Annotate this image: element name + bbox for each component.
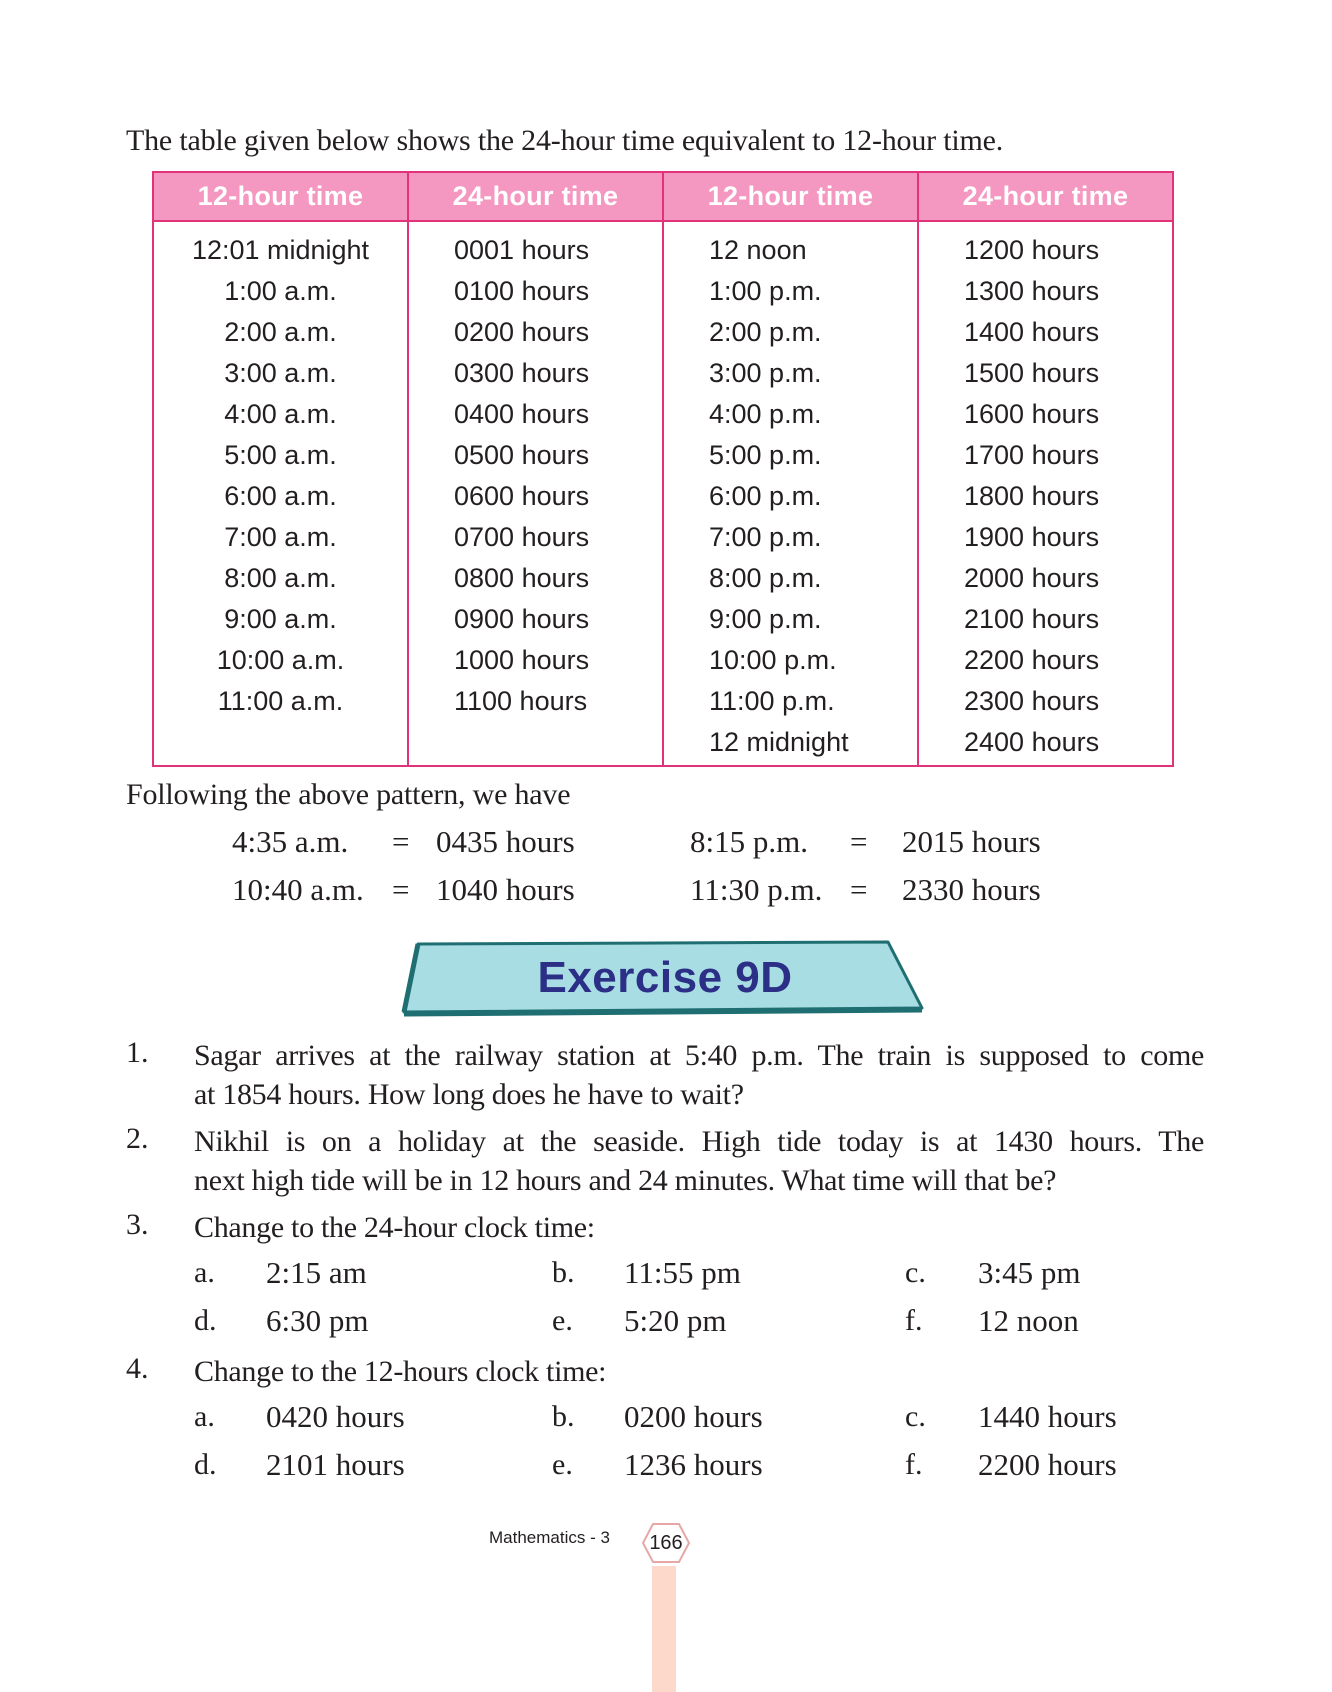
question-1-line-1: Sagar arrives at the railway station at 5:40 p.m. The train is supposed to come [194,1039,1204,1072]
table-cell: 2100 hours [964,604,1100,634]
table-cell: 1:00 p.m. [709,276,822,306]
option-value: 3:45 pm [978,1255,1081,1290]
table-cell: 0001 hours [454,235,590,265]
table-cell: 1:00 a.m. [224,276,337,306]
table-cell: 2:00 p.m. [709,317,822,347]
option-letter: d. [194,1304,217,1337]
table-cell: 1700 hours [964,440,1100,470]
table-cell: 1200 hours [964,235,1100,265]
pattern-equals: = [392,824,410,859]
question-4-text: Change to the 12-hours clock time: [194,1355,607,1388]
option-value: 12 noon [978,1303,1079,1338]
option-value: 0420 hours [266,1399,405,1434]
table-cell: 2400 hours [964,727,1100,757]
table-cell: 2300 hours [964,686,1100,716]
table-cell: 3:00 a.m. [224,358,337,388]
page-decor-strip [652,1566,676,1692]
table-header: 24-hour time [409,173,662,222]
table-cell: 0400 hours [454,399,590,429]
pattern-right: 1040 hours [436,872,575,907]
option-value: 1440 hours [978,1399,1117,1434]
table-cell: 5:00 a.m. [224,440,337,470]
table-cell: 7:00 p.m. [709,522,822,552]
table-cell: 9:00 a.m. [224,604,337,634]
question-number: 4. [126,1352,149,1385]
table-cell: 0900 hours [454,604,590,634]
table-cell: 0800 hours [454,563,590,593]
table-cell: 12 midnight [709,727,849,757]
table-cell: 4:00 a.m. [224,399,337,429]
option-letter: c. [905,1400,926,1433]
pattern-left: 10:40 a.m. [232,872,364,907]
question-2-line-2: next high tide will be in 12 hours and 24 minutes. What time will that be? [194,1164,1057,1197]
footer-book-title: Mathematics - 3 [489,1528,610,1547]
option-letter: a. [194,1256,215,1289]
exercise-title: Exercise 9D [537,953,793,1002]
table-cell: 8:00 a.m. [224,563,337,593]
exercise-banner [400,938,930,1022]
table-cell: 3:00 p.m. [709,358,822,388]
table-cell: 10:00 p.m. [709,645,837,675]
table-cell: 6:00 p.m. [709,481,822,511]
table-cell: 12:01 midnight [191,235,370,265]
table-cell: 11:00 a.m. [217,686,344,716]
option-letter: c. [905,1256,926,1289]
table-column-12h-pm [662,173,917,765]
table-cell: 1000 hours [454,645,590,675]
table-cell: 1800 hours [964,481,1100,511]
option-value: 0200 hours [624,1399,763,1434]
table-cell: 5:00 p.m. [709,440,822,470]
option-value: 11:55 pm [624,1255,741,1290]
question-1-line-2: at 1854 hours. How long does he have to wait? [194,1078,744,1111]
page-number: 166 [649,1532,683,1554]
table-cell: 0700 hours [454,522,590,552]
pattern-right: 2015 hours [902,824,1041,859]
option-letter: e. [552,1448,573,1481]
table-body [919,222,1172,763]
question-2-line-1: Nikhil is on a holiday at the seaside. High tide today is at 1430 hours. The [194,1125,1204,1158]
question-number: 1. [126,1036,149,1069]
pattern-equals: = [850,872,868,907]
option-value: 2:15 am [266,1255,367,1290]
time-conversion-table [152,171,1174,767]
table-cell: 0200 hours [454,317,590,347]
option-value: 2200 hours [978,1447,1117,1482]
table-cell: 10:00 a.m. [216,645,345,675]
table-cell: 0100 hours [454,276,590,306]
option-letter: f. [905,1304,923,1337]
table-cell: 0300 hours [454,358,590,388]
table-cell: 8:00 p.m. [709,563,822,593]
table-cell: 9:00 p.m. [709,604,822,634]
option-letter: b. [552,1400,575,1433]
table-body [664,222,917,763]
table-cell: 6:00 a.m. [224,481,337,511]
table-cell: 0600 hours [454,481,590,511]
option-value: 6:30 pm [266,1303,369,1338]
option-value: 1236 hours [624,1447,763,1482]
question-number: 2. [126,1122,149,1155]
option-value: 2101 hours [266,1447,405,1482]
table-cell: 7:00 a.m. [224,522,337,552]
table-column-24h-am [407,173,662,765]
pattern-equals: = [850,824,868,859]
pattern-equals: = [392,872,410,907]
question-number: 3. [126,1208,149,1241]
option-letter: b. [552,1256,575,1289]
table-header: 12-hour time [664,173,917,222]
table-cell: 11:00 p.m. [709,686,835,716]
table-header: 12-hour time [154,173,407,222]
table-header: 24-hour time [919,173,1172,222]
table-cell: 1900 hours [964,522,1100,552]
table-cell: 2200 hours [964,645,1100,675]
option-letter: d. [194,1448,217,1481]
intro-text: The table given below shows the 24-hour time equivalent to 12-hour time. [126,124,1004,157]
table-cell: 1600 hours [964,399,1100,429]
pattern-intro: Following the above pattern, we have [126,778,571,811]
pattern-right: 2330 hours [902,872,1041,907]
table-cell: 1100 hours [454,686,588,716]
table-cell: 0500 hours [454,440,590,470]
table-cell: 1400 hours [964,317,1100,347]
table-cell: 1500 hours [964,358,1100,388]
table-cell: 4:00 p.m. [709,399,822,429]
table-column-12h-am [154,173,407,765]
pattern-left: 8:15 p.m. [690,824,808,859]
table-column-24h-pm [917,173,1172,765]
option-letter: a. [194,1400,215,1433]
table-cell: 1300 hours [964,276,1100,306]
pattern-left: 4:35 a.m. [232,824,349,859]
option-letter: e. [552,1304,573,1337]
option-value: 5:20 pm [624,1303,727,1338]
pattern-right: 0435 hours [436,824,575,859]
question-3-text: Change to the 24-hour clock time: [194,1211,595,1244]
option-letter: f. [905,1448,923,1481]
table-cell: 2:00 a.m. [224,317,337,347]
table-cell: 2000 hours [964,563,1100,593]
pattern-left: 11:30 p.m. [690,872,823,907]
table-body [154,222,407,722]
table-cell: 12 noon [709,235,807,265]
table-body [409,222,662,722]
